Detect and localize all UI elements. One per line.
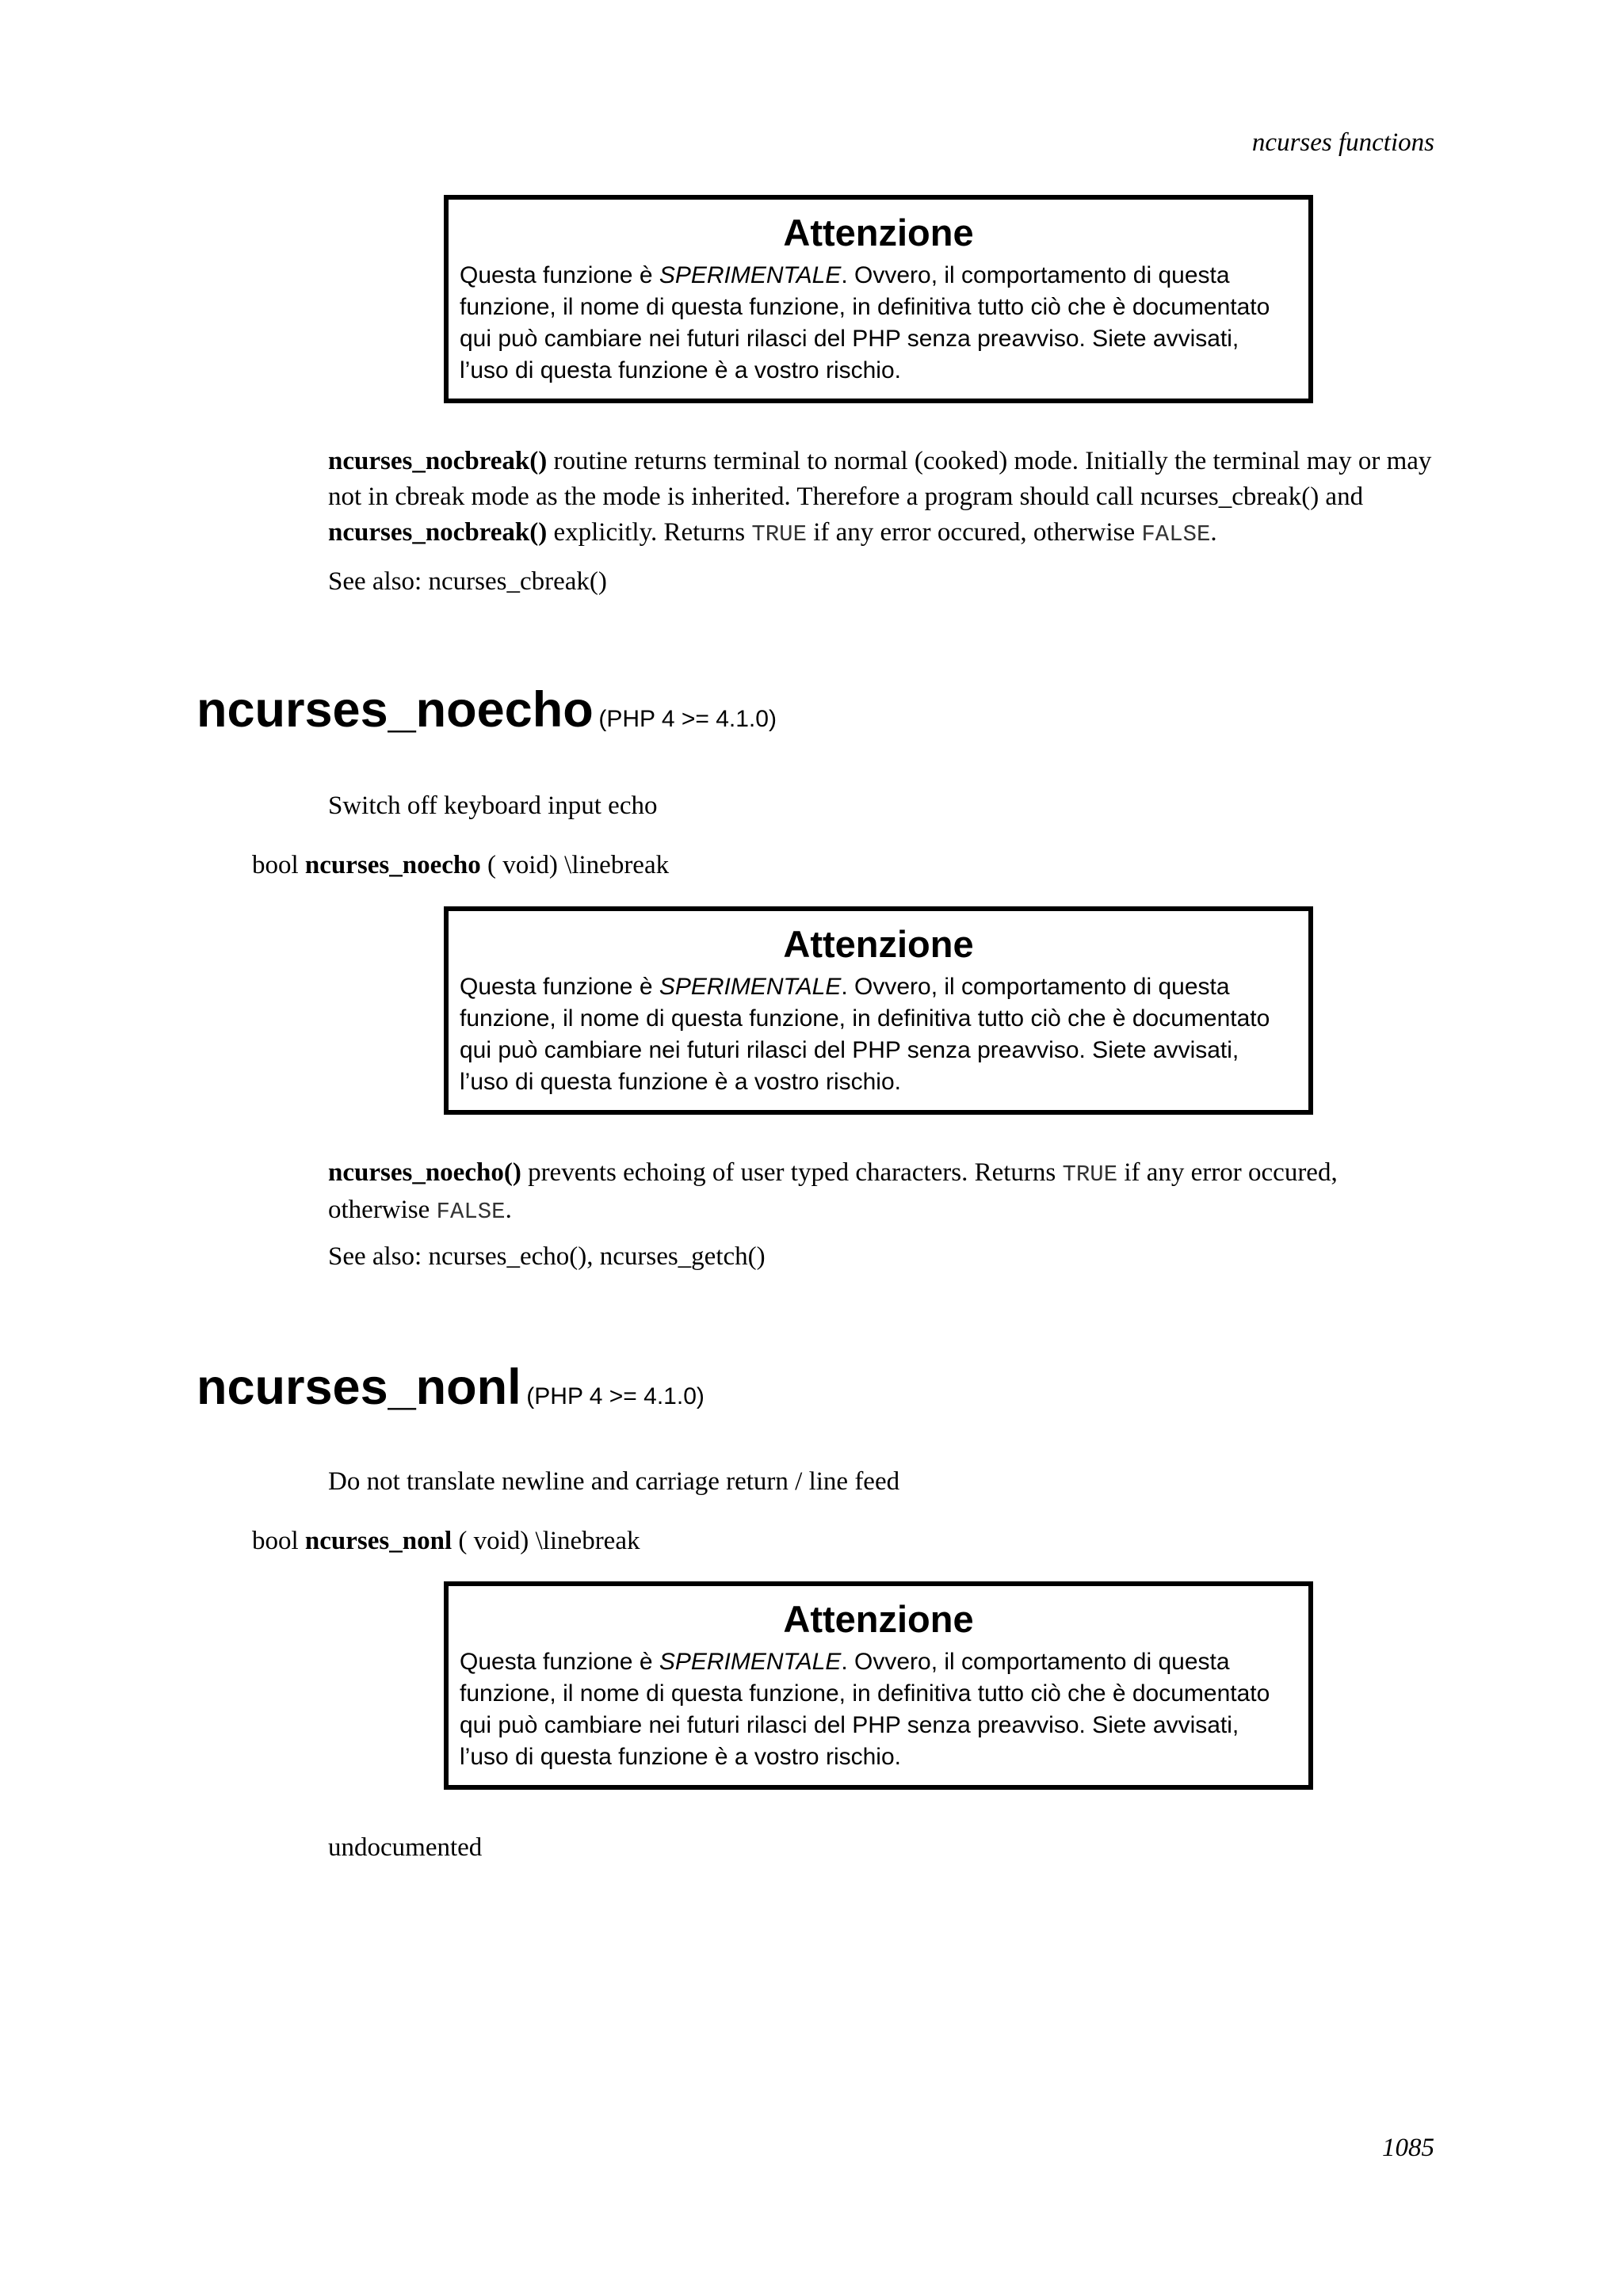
nocbreak-see-also: See also: ncurses_cbreak() — [328, 567, 607, 596]
warning-text: Questa funzione è SPERIMENTALE. Ovvero, il comportamento di questa funzione, il nome di questa funzione, in definitiva tutto ciò che è documentato qui può cambiare nei futuri rilasci del PHP senza preavviso. Siete avvisati, l’uso di questa funzione è a vostro rischio. — [460, 262, 1270, 383]
running-head: ncurses functions — [1251, 128, 1434, 157]
warning-text: Questa funzione è SPERIMENTALE. Ovvero, il comportamento di questa funzione, il nome di questa funzione, in definitiva tutto ciò che è documentato qui può cambiare nei futuri rilasci del PHP senza preavviso. Siete avvisati, l’uso di questa funzione è a vostro rischio. — [460, 1649, 1270, 1770]
noecho-see-also: See also: ncurses_echo(), ncurses_getch() — [328, 1242, 766, 1271]
nonl-heading: ncurses_nonl (PHP 4 >= 4.1.0) — [197, 1360, 705, 1415]
noecho-description: ncurses_noecho() prevents echoing of user typed characters. Returns TRUE if any error occured, otherwise FALSE. — [328, 1158, 1338, 1225]
page-number: 1085 — [1382, 2134, 1434, 2162]
warning-box — [444, 195, 1313, 403]
warning-title: Attenzione — [783, 212, 974, 254]
nonl-description: undocumented — [328, 1833, 483, 1862]
noecho-purpose: Switch off keyboard input echo — [328, 791, 658, 820]
warning-box — [444, 906, 1313, 1115]
nonl-synopsis: bool ncurses_nonl ( void) \linebreak — [252, 1527, 640, 1555]
warning-box — [444, 1581, 1313, 1790]
noecho-heading: ncurses_noecho (PHP 4 >= 4.1.0) — [197, 682, 777, 738]
warning-title: Attenzione — [783, 1598, 974, 1640]
nocbreak-description: ncurses_nocbreak() routine returns terminal to normal (cooked) mode. Initially the terminal may or may not in cbreak mode as the mode is inherited. Therefore a program should call ncurses_cbreak() and ncurses_nocbreak() explicitly. Returns TRUE if any error occured, otherwise FALSE. — [328, 447, 1432, 547]
nonl-purpose: Do not translate newline and carriage return / line feed — [328, 1467, 900, 1496]
warning-text: Questa funzione è SPERIMENTALE. Ovvero, il comportamento di questa funzione, il nome di questa funzione, in definitiva tutto ciò che è documentato qui può cambiare nei futuri rilasci del PHP senza preavviso. Siete avvisati, l’uso di questa funzione è a vostro rischio. — [460, 974, 1270, 1095]
noecho-synopsis: bool ncurses_noecho ( void) \linebreak — [252, 851, 670, 879]
warning-title: Attenzione — [783, 923, 974, 965]
